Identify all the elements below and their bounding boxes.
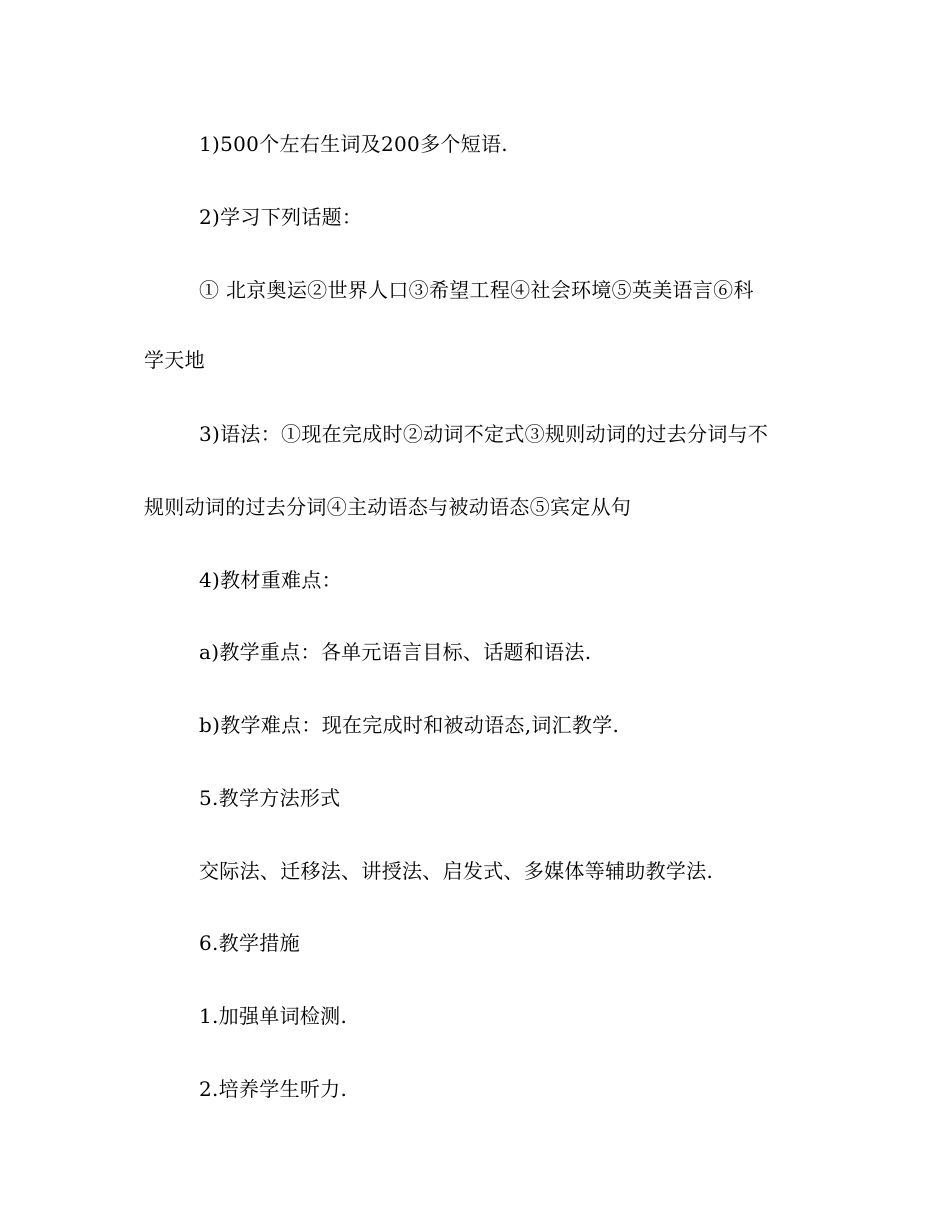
grammar-item: 3)语法：①现在完成时②动词不定式③规则动词的过去分词与不 — [199, 422, 769, 446]
topics-list: ① 北京奥运②世界人口③希望工程④社会环境⑤英美语言⑥科 — [199, 278, 754, 302]
topics-heading: 2)学习下列话题： — [199, 205, 363, 229]
measure-item: 2.培养学生听力. — [199, 1077, 348, 1101]
methods-heading: 5.教学方法形式 — [199, 786, 341, 810]
topics-list-continued: 学天地 — [144, 348, 205, 372]
key-points-heading: 4)教材重难点： — [199, 568, 342, 592]
teaching-focus: a)教学重点：各单元语言目标、话题和语法. — [199, 640, 592, 664]
vocabulary-item: 1)500个左右生词及200多个短语. — [199, 132, 508, 156]
methods-text: 交际法、迁移法、讲授法、启发式、多媒体等辅助教学法. — [199, 859, 714, 883]
grammar-item-continued: 规则动词的过去分词④主动语态与被动语态⑤宾定从句 — [144, 495, 632, 519]
measures-heading: 6.教学措施 — [199, 931, 300, 955]
measure-item: 1.加强单词检测. — [199, 1004, 348, 1028]
teaching-difficulty: b)教学难点：现在完成时和被动语态,词汇教学. — [199, 713, 620, 737]
